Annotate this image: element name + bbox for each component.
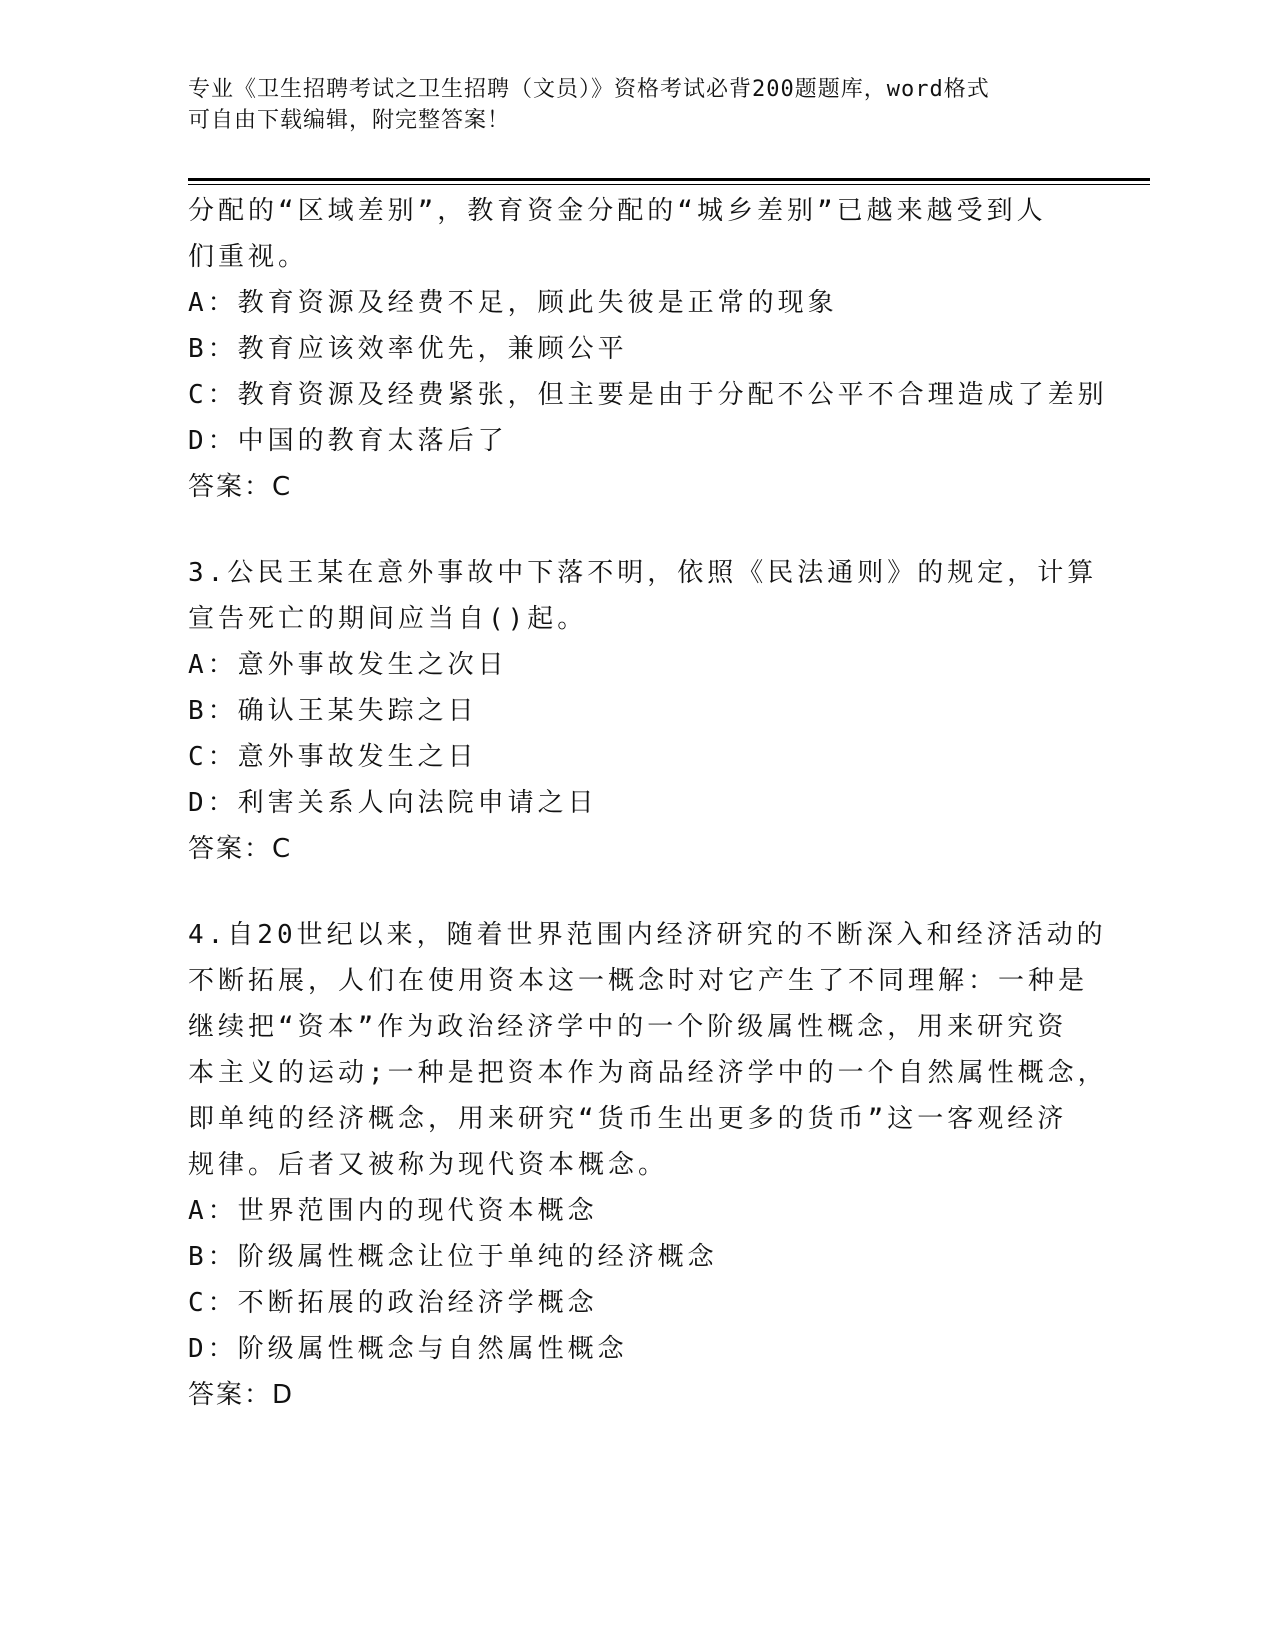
question-stem-line: 们重视。 (188, 242, 309, 272)
option-a: A：教育资源及经费不足，顾此失彼是正常的现象 (188, 288, 838, 318)
option-d: D：阶级属性概念与自然属性概念 (188, 1334, 628, 1364)
option-b: B：确认王某失踪之日 (188, 696, 478, 726)
question-stem-line: 不断拓展，人们在使用资本这一概念时对它产生了不同理解：一种是 (188, 966, 1089, 996)
option-c: C：不断拓展的政治经济学概念 (188, 1288, 598, 1318)
header-rule-thin (188, 184, 1150, 185)
question-stem-line: 本主义的运动;一种是把资本作为商品经济学中的一个自然属性概念， (188, 1058, 1108, 1088)
option-d: D：中国的教育太落后了 (188, 426, 508, 456)
option-a: A：世界范围内的现代资本概念 (188, 1196, 598, 1226)
header-line-2: 可自由下载编辑，附完整答案！ (188, 108, 511, 133)
question-stem-line: 宣告死亡的期间应当自()起。 (188, 604, 588, 634)
question-stem-line: 规律。后者又被称为现代资本概念。 (188, 1150, 669, 1180)
question-4 (188, 912, 1108, 1418)
question-stem-line: 4.自20世纪以来，随着世界范围内经济研究的不断深入和经济活动的 (188, 920, 1107, 950)
document-header (188, 74, 1088, 136)
answer-line: 答案：D (188, 1380, 295, 1410)
header-rule-thick (188, 178, 1150, 181)
option-c: C：教育资源及经费紧张，但主要是由于分配不公平不合理造成了差别 (188, 380, 1108, 410)
header-line-1: 专业《卫生招聘考试之卫生招聘（文员）》资格考试必背200题题库，word格式 (188, 77, 990, 102)
question-stem-line: 即单纯的经济概念，用来研究“货币生出更多的货币”这一客观经济 (188, 1104, 1068, 1134)
question-2 (188, 188, 1108, 510)
option-c: C：意外事故发生之日 (188, 742, 478, 772)
question-3 (188, 550, 1098, 872)
question-stem-line: 继续把“资本”作为政治经济学中的一个阶级属性概念，用来研究资 (188, 1012, 1068, 1042)
answer-line: 答案：C (188, 834, 293, 864)
option-d: D：利害关系人向法院申请之日 (188, 788, 598, 818)
document-body (188, 188, 1108, 1418)
option-a: A：意外事故发生之次日 (188, 650, 508, 680)
question-stem-line: 分配的“区域差别”，教育资金分配的“城乡差别”已越来越受到人 (188, 196, 1047, 226)
option-b: B：阶级属性概念让位于单纯的经济概念 (188, 1242, 718, 1272)
question-stem-line: 3.公民王某在意外事故中下落不明，依照《民法通则》的规定，计算 (188, 558, 1098, 588)
answer-line: 答案：C (188, 472, 293, 502)
option-b: B：教育应该效率优先，兼顾公平 (188, 334, 628, 364)
